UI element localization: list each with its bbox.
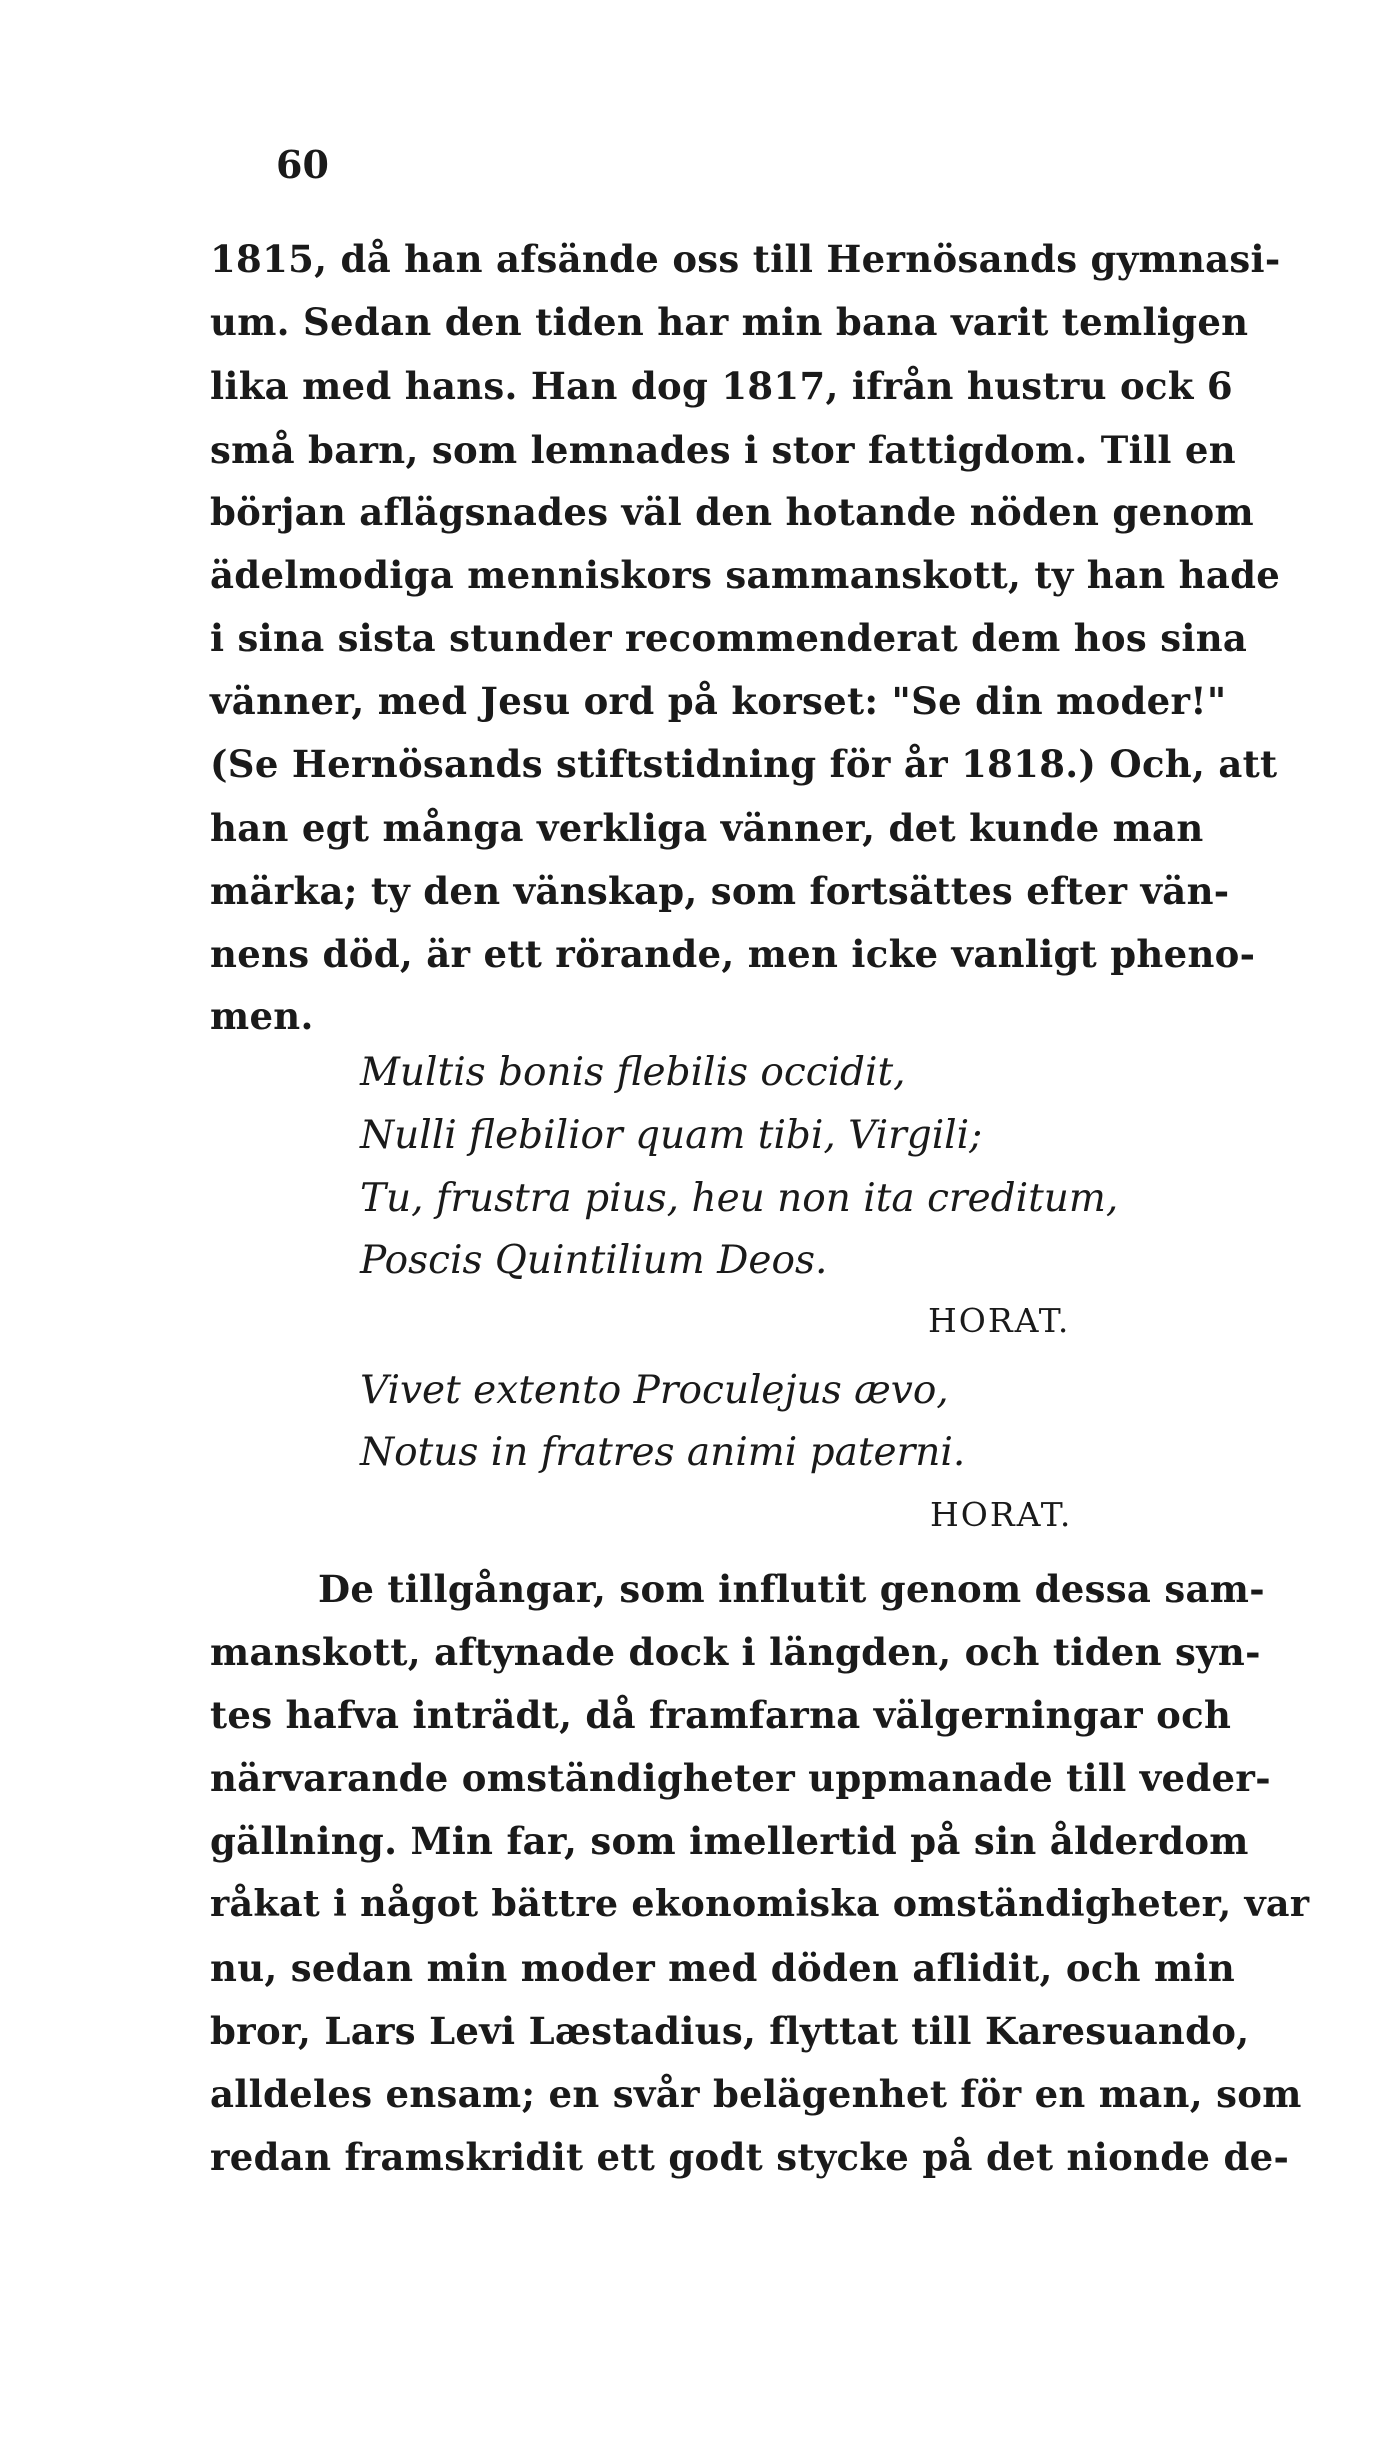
- paragraph-1-line: um. Sedan den tiden har min bana varit temligen: [210, 300, 1249, 344]
- paragraph-1-line: i sina sista stunder recommenderat dem hos sina: [210, 616, 1248, 660]
- paragraph-1-line: men.: [210, 994, 314, 1038]
- paragraph-1-line: märka; ty den vänskap, som fortsättes efter vän-: [210, 869, 1230, 913]
- paragraph-1-line: början aflägsnades väl den hotande nöden genom: [210, 490, 1254, 534]
- paragraph-2-line: gällning. Min far, som imellertid på sin ålderdom: [210, 1819, 1249, 1863]
- quote-line: Tu, frustra pius, heu non ita creditum,: [360, 1176, 1119, 1221]
- quote-attribution: HORAT.: [930, 1495, 1073, 1534]
- paragraph-2-line: alldeles ensam; en svår belägenhet för en man, som: [210, 2072, 1302, 2116]
- paragraph-1-line: små barn, som lemnades i stor fattigdom. Till en: [210, 428, 1236, 472]
- paragraph-2-line: närvarande omständigheter uppmanade till veder-: [210, 1756, 1271, 1800]
- paragraph-1-line: (Se Hernösands stiftstidning för år 1818.) Och, att: [210, 742, 1278, 786]
- quote-line: Multis bonis flebilis occidit,: [360, 1050, 906, 1095]
- quote-line: Nulli flebilior quam tibi, Virgili;: [360, 1113, 983, 1158]
- paragraph-2-line: nu, sedan min moder med döden aflidit, och min: [210, 1946, 1236, 1990]
- paragraph-1-line: 1815, då han afsände oss till Hernösands gymnasi-: [210, 237, 1281, 281]
- quote-attribution: HORAT.: [928, 1301, 1071, 1340]
- paragraph-2-line: manskott, aftynade dock i längden, och tiden syn-: [210, 1630, 1261, 1674]
- quote-line: Poscis Quintilium Deos.: [360, 1238, 828, 1283]
- paragraph-2-line: tes hafva inträdt, då framfarna välgerningar och: [210, 1693, 1232, 1737]
- paragraph-2-line: redan framskridit ett godt stycke på det nionde de-: [210, 2135, 1290, 2179]
- quote-line: Vivet extento Proculejus ævo,: [360, 1368, 949, 1413]
- paragraph-2-line: De tillgångar, som influtit genom dessa sam-: [318, 1567, 1265, 1611]
- page-number: 60: [276, 142, 329, 187]
- paragraph-2-line: bror, Lars Levi Læstadius, flyttat till Karesuando,: [210, 2009, 1250, 2053]
- quote-line: Notus in fratres animi paterni.: [360, 1430, 966, 1475]
- paragraph-1-line: han egt många verkliga vänner, det kunde man: [210, 806, 1204, 850]
- paragraph-2-line: råkat i något bättre ekonomiska omständigheter, var: [210, 1882, 1310, 1925]
- paragraph-1-line: nens död, är ett rörande, men icke vanligt pheno-: [210, 932, 1256, 976]
- paragraph-1-line: lika med hans. Han dog 1817, ifrån hustru ock 6: [210, 364, 1233, 408]
- paragraph-1-line: ädelmodiga menniskors sammanskott, ty han hade: [210, 553, 1281, 597]
- paragraph-1-line: vänner, med Jesu ord på korset: "Se din moder!": [210, 679, 1227, 723]
